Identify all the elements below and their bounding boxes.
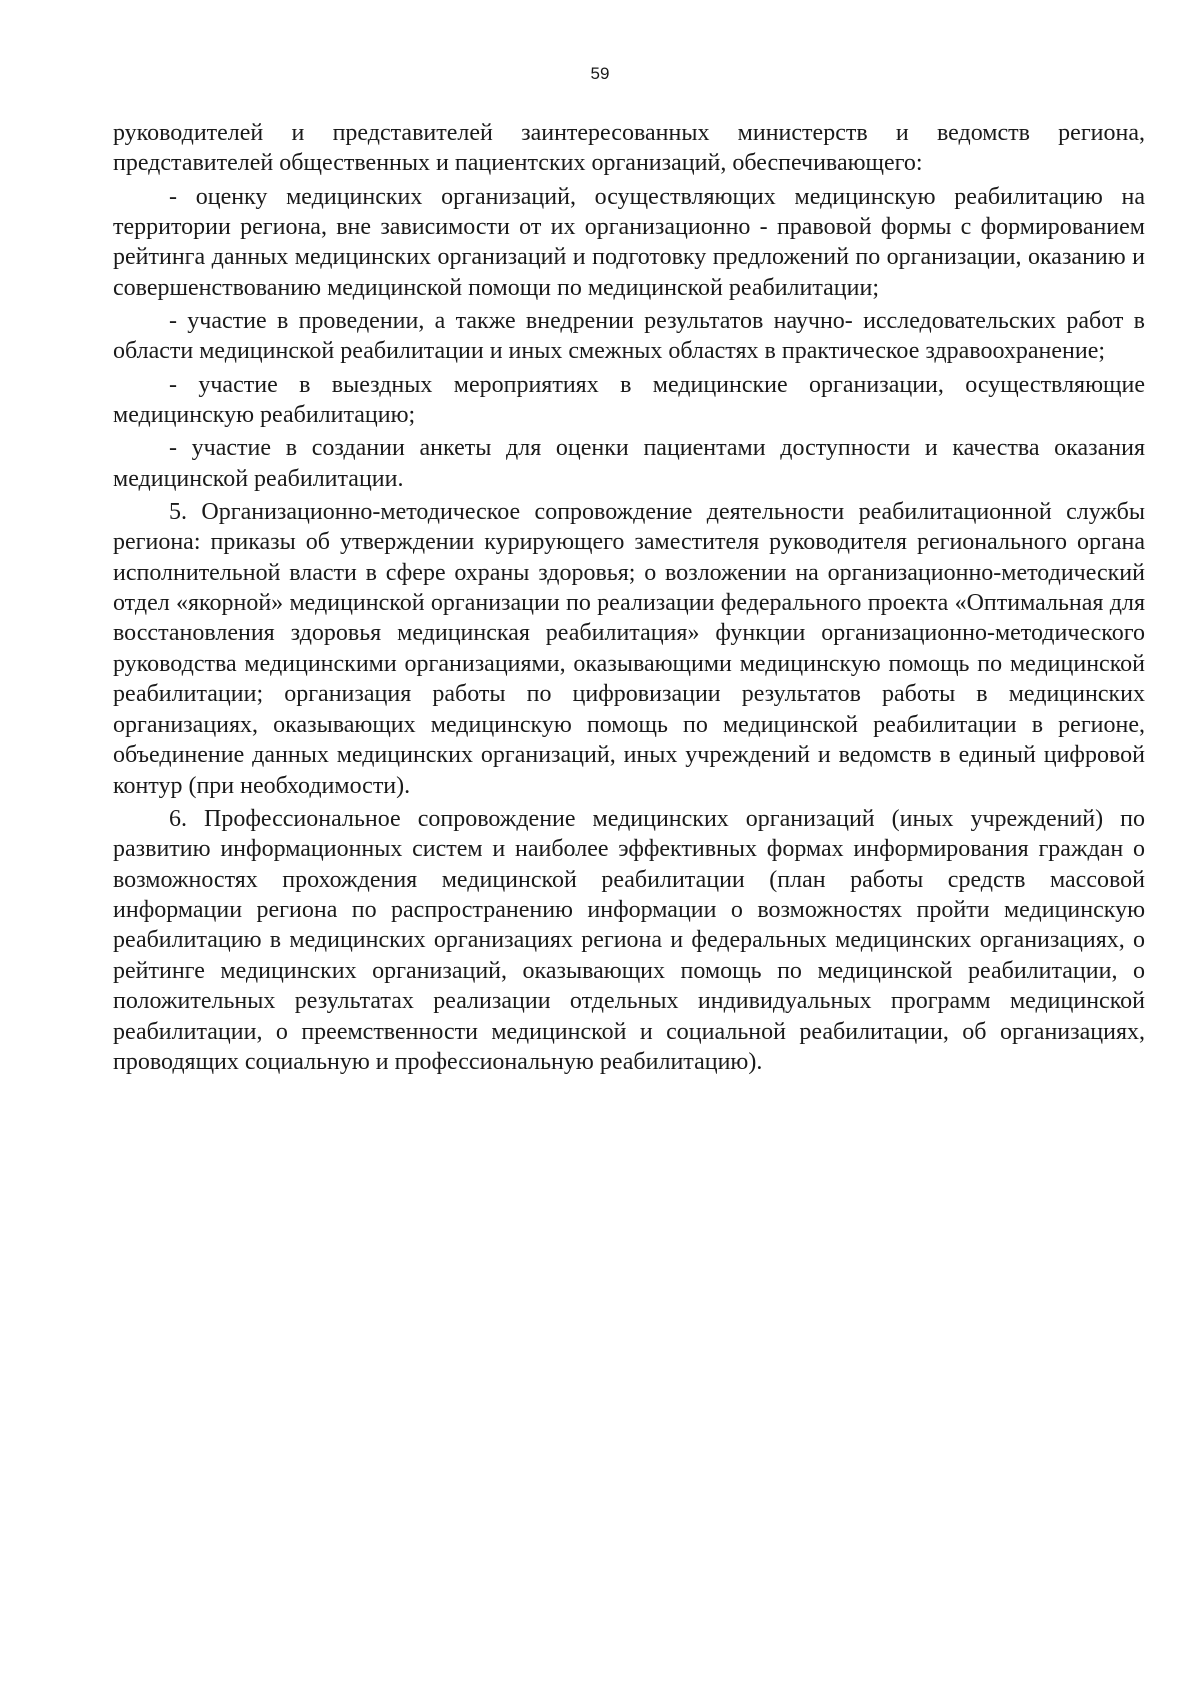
- bullet-item-field-events: - участие в выездных мероприятиях в медицинские организации, осуществляющие медицинскую реабилитацию;: [113, 371, 1145, 429]
- document-body: [113, 118, 1145, 1080]
- numbered-item-6: 6. Профессиональное сопровождение медицинских организаций (иных учреждений) по развитию информационных систем и наиболее эффективных формах информирования граждан о возможностях прохождения медицинской реабилитации (план работы средств массовой информации региона по распространению информации о возможностях пройти медицинскую реабилитацию в медицинских организациях региона и федеральных медицинских организациях, о рейтинге медицинских организаций, оказывающих помощь по медицинской реабилитации, о положительных результатах реализации отдельных индивидуальных программ медицинской реабилитации, о преемственности медицинской и социальной реабилитации, об организациях, проводящих социальную и профессиональную реабилитацию).: [113, 805, 1145, 1075]
- page-number: 59: [590, 64, 610, 83]
- paragraph-intro: руководителей и представителей заинтересованных министерств и ведомств региона, представителей общественных и пациентских организаций, обеспечивающего:: [113, 120, 1145, 177]
- bullet-item-questionnaire: - участие в создании анкеты для оценки пациентами доступности и качества оказания медицинской реабилитации.: [113, 435, 1145, 492]
- bullet-item-research: - участие в проведении, а также внедрении результатов научно- исследовательских работ в области медицинской реабилитации и иных смежных областях в практическое здравоохранение;: [113, 308, 1145, 365]
- bullet-item-assessment: - оценку медицинских организаций, осуществляющих медицинскую реабилитацию на территории региона, вне зависимости от их организационно - правовой формы с формированием рейтинга данных медицинских организаций и подготовку предложений по организации, оказанию и совершенствованию медицинской помощи по медицинской реабилитации;: [113, 183, 1145, 301]
- numbered-item-5: 5. Организационно-методическое сопровождение деятельности реабилитационной службы региона: приказы об утверждении курирующего заместителя руководителя регионального органа исполнительной власти в сфере охраны здоровья; о возложении на организационно-методический отдел «якорной» медицинской организации по реализации федерального проекта «Оптимальная для восстановления здоровья медицинская реабилитация» функции организационно-методического руководства медицинскими организациями, оказывающими медицинскую помощь по медицинской реабилитации; организация работы по цифровизации результатов работы в медицинских организациях, оказывающих медицинскую помощь по медицинской реабилитации в регионе, объединение данных медицинских организаций, иных учреждений и ведомств в единый цифровой контур (при необходимости).: [113, 498, 1145, 799]
